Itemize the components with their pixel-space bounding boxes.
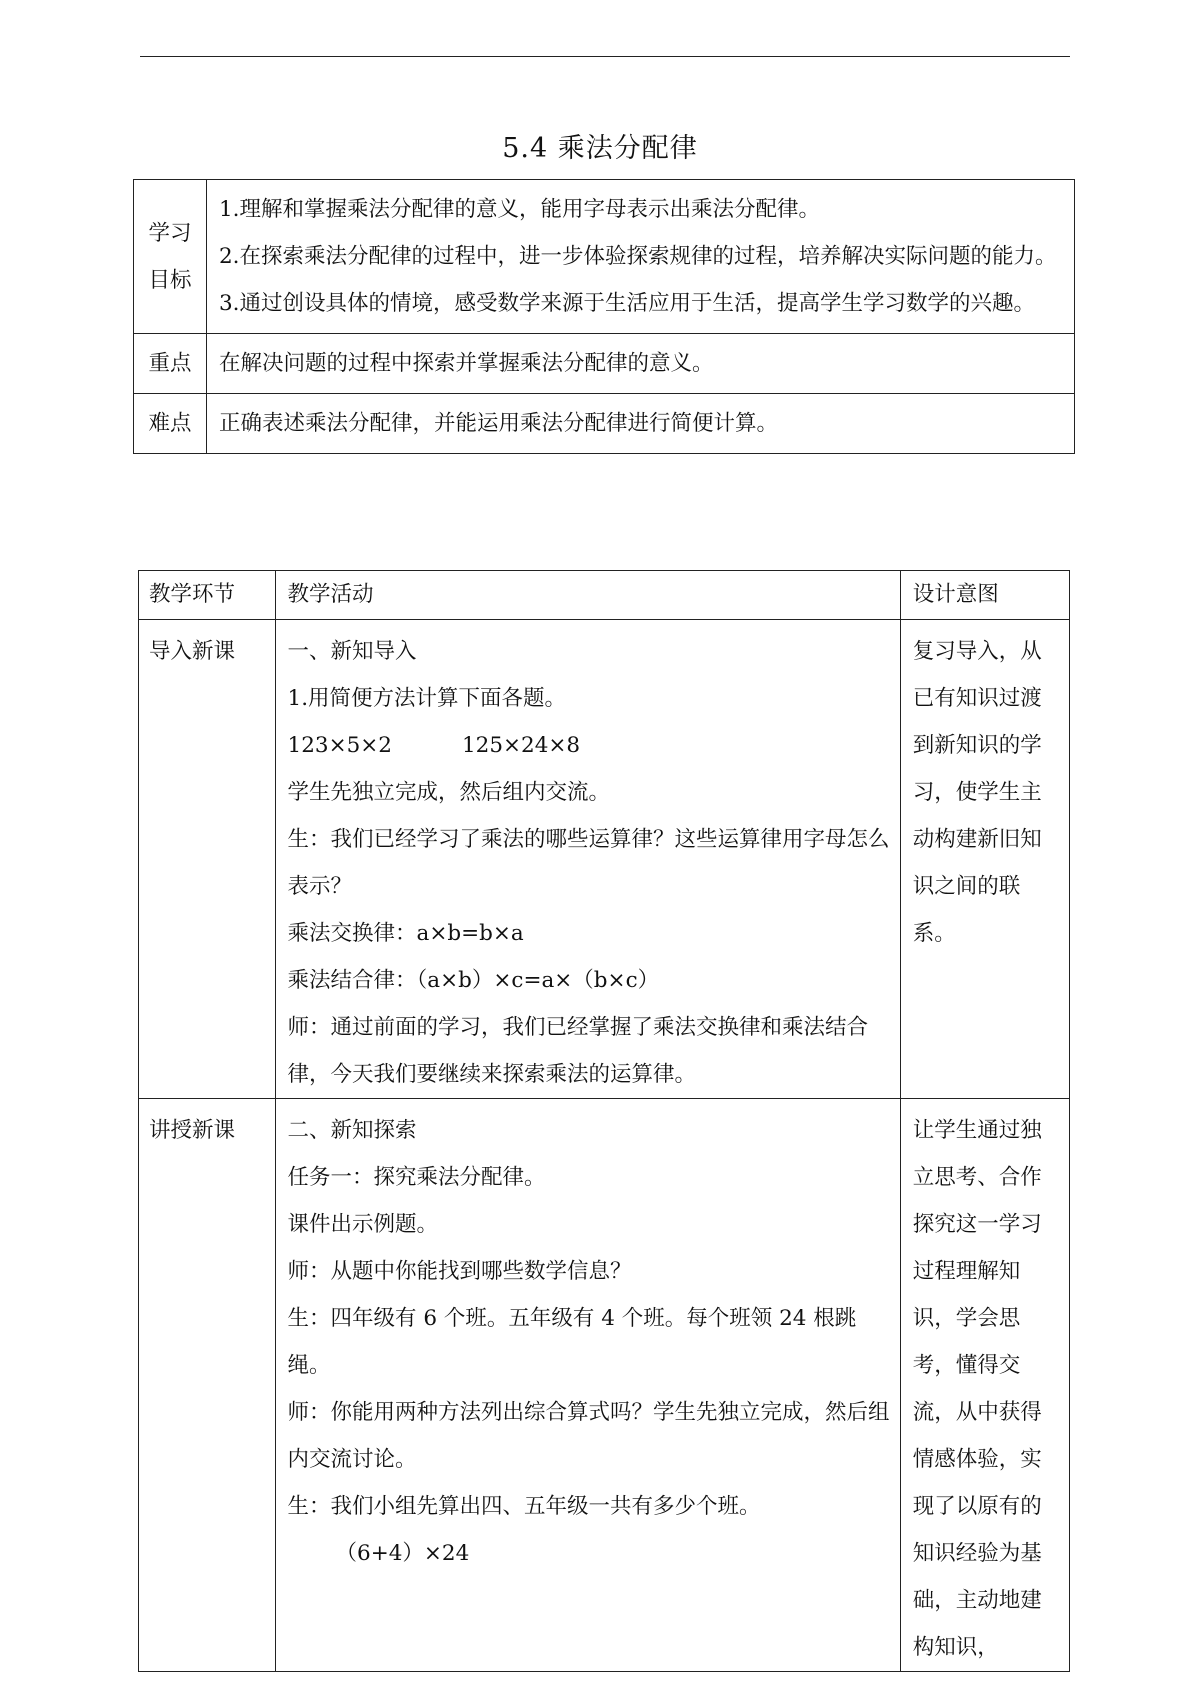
activity-line: （6+4）×24 — [335, 1541, 470, 1566]
activity-line: 生：我们小组先算出四、五年级一共有多少个班。 — [287, 1494, 761, 1519]
header-intent: 设计意图 — [900, 571, 1069, 620]
table-row — [139, 1099, 1070, 1672]
stage-cell: 导入新课 — [139, 620, 276, 1099]
objectives-label-cell — [134, 180, 207, 334]
table-header-row — [139, 571, 1070, 620]
difficulty-label: 难点 — [134, 394, 207, 454]
activity-line: 师：从题中你能找到哪些数学信息？ — [287, 1259, 632, 1284]
activity-line: 学生先独立完成，然后组内交流。 — [287, 780, 611, 805]
activity-line: 生：四年级有 6 个班。五年级有 4 个班。每个班领 24 根跳绳。 — [287, 1306, 857, 1378]
key-point-text: 在解决问题的过程中探索并掌握乘法分配律的意义。 — [207, 334, 1075, 394]
exercise-1: 123×5×2 — [287, 733, 392, 758]
activity-line: 一、新知导入 — [287, 639, 417, 664]
activity-line: 1.用简便方法计算下面各题。 — [287, 686, 567, 711]
exercise-2: 125×24×8 — [461, 733, 581, 758]
objective-item: 1.理解和掌握乘法分配律的意义，能用字母表示出乘法分配律。 — [219, 197, 821, 222]
activity-line: 二、新知探索 — [287, 1118, 417, 1143]
activity-line-exercises — [288, 722, 890, 769]
activity-line: 生：我们已经学习了乘法的哪些运算律？这些运算律用字母怎么表示？ — [287, 827, 890, 899]
objective-item: 2.在探索乘法分配律的过程中，进一步体验探索规律的过程，培养解决实际问题的能力。 — [219, 244, 1057, 269]
activity-cell — [275, 1099, 900, 1672]
activity-line: 乘法结合律：（a×b）×c=a×（b×c） — [287, 968, 660, 993]
activity-line: 师：你能用两种方法列出综合算式吗？学生先独立完成，然后组内交流讨论。 — [287, 1400, 890, 1472]
header-rule — [140, 56, 1070, 57]
activity-line: 乘法交换律：a×b=b×a — [287, 921, 524, 946]
stage-cell: 讲授新课 — [139, 1099, 276, 1672]
objectives-label-line-2: 目标 — [148, 267, 192, 293]
activity-line: 课件出示例题。 — [287, 1212, 439, 1237]
document-title: 5.4 乘法分配律 — [502, 133, 698, 164]
objectives-text-cell — [207, 180, 1075, 334]
table-row — [139, 620, 1070, 1099]
objective-item: 3.通过创设具体的情境，感受数学来源于生活应用于生活，提高学生学习数学的兴趣。 — [219, 291, 1036, 316]
intent-cell: 复习导入，从已有知识过渡到新知识的学习，使学生主动构建新旧知识之间的联系。 — [900, 620, 1069, 1099]
intent-cell: 让学生通过独立思考、合作探究这一学习过程理解知识，学会思考，懂得交流，从中获得情感体验，实现了以原有的知识经验为基础，主动地建构知识， — [900, 1099, 1069, 1672]
activity-cell — [275, 620, 900, 1099]
objectives-table — [133, 179, 1075, 454]
difficulty-text: 正确表述乘法分配律，并能运用乘法分配律进行简便计算。 — [207, 394, 1075, 454]
objectives-label-line-1: 学习 — [148, 220, 192, 246]
header-stage: 教学环节 — [139, 571, 276, 620]
key-point-label: 重点 — [134, 334, 207, 394]
lesson-plan-table — [138, 570, 1070, 1672]
activity-line: 任务一：探究乘法分配律。 — [287, 1165, 546, 1190]
activity-line: 师：通过前面的学习，我们已经掌握了乘法交换律和乘法结合律，今天我们要继续来探索乘法的运算律。 — [287, 1015, 869, 1087]
header-activity: 教学活动 — [275, 571, 900, 620]
